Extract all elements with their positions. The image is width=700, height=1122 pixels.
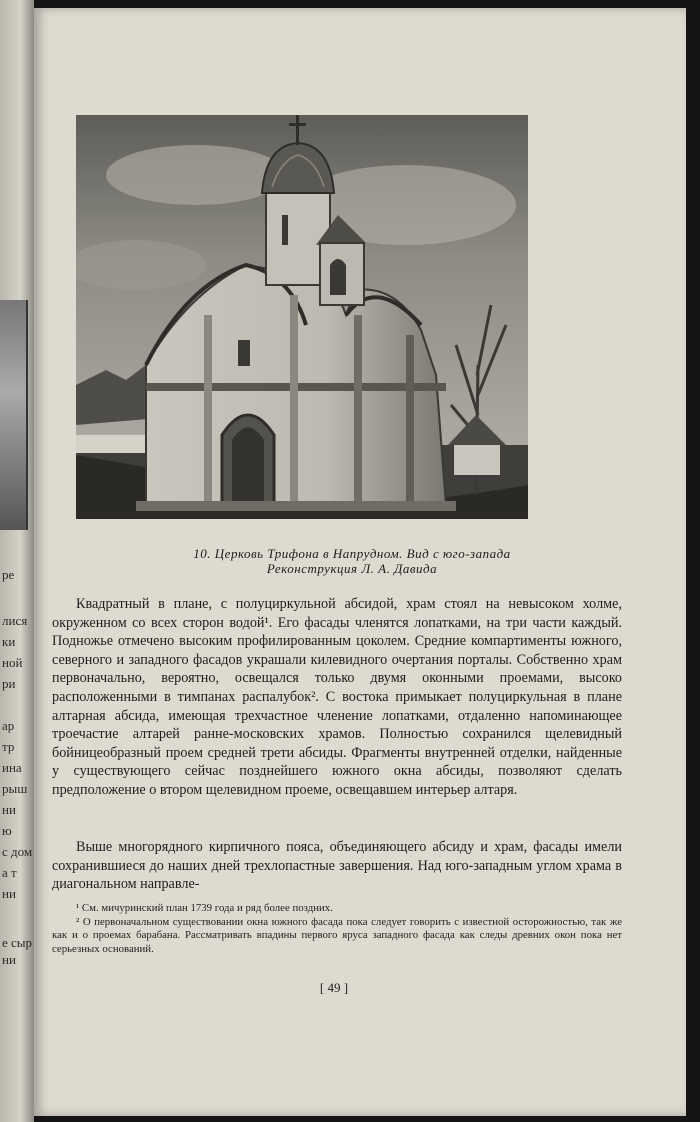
footnote-1: ¹ См. мичуринский план 1739 года и ряд более поздних. xyxy=(76,902,333,914)
left-page-text: ю xyxy=(2,823,12,838)
left-page-text: рыш xyxy=(2,781,28,796)
figure-caption-line2: Реконструкция Л. А. Давида xyxy=(266,561,438,576)
left-page-text: ина xyxy=(2,760,22,775)
figure-caption-line1: 10. Церковь Трифона в Напрудном. Вид с юго-запада xyxy=(193,546,511,561)
left-page-text: лися xyxy=(2,613,28,628)
left-page-text: ар xyxy=(2,718,15,733)
left-page-text: с дом xyxy=(2,844,32,859)
body-paragraph-2: Выше многорядного кирпичного пояса, объединяющего абсиду и храм, фасады имели сохранившиеся до наших дней трехлопастные завершения. Над юго-западным углом храма в диагональном направле- xyxy=(52,839,622,893)
left-page-text: ни xyxy=(2,952,16,967)
left-page-text: ни xyxy=(2,886,16,901)
left-page-text: тр xyxy=(2,739,15,754)
left-page-text: ни xyxy=(2,802,16,817)
left-facing-page xyxy=(0,0,34,1122)
page-number: [ 49 ] xyxy=(319,980,349,995)
book-page xyxy=(34,8,686,1116)
left-page-text: ки xyxy=(2,634,16,649)
footnotes xyxy=(52,902,622,956)
church-drawing xyxy=(76,115,528,519)
footnote-2: ² О первоначальном существовании окна южного фасада пока следует говорить с известной осторожностью, так же как и о проемах барабана. Рассматривать впадины первого яруса западного фасада как следы древних окон пока нет серьезных оснований. xyxy=(52,915,622,955)
left-page-image-fragment xyxy=(0,300,28,530)
left-page-text: ной xyxy=(2,655,23,670)
church-illustration xyxy=(76,115,528,519)
left-page-text: ри xyxy=(2,676,16,691)
left-page-text: е сыр xyxy=(2,935,32,950)
left-page-text: ре xyxy=(2,567,15,582)
body-paragraph-1: Квадратный в плане, с полуциркульной абсидой, храм стоял на невысоком холме, окруженном со всех сторон водой¹. Его фасады членятся лопатками, на три части каждый. Подножье отмечено высоким профилированным цоколем. Средние компартименты южного, северного и западного фасадов украшали килевидного очертания порталы. Собственно храм первоначально, вероятно, освещался только двумя оконными проемами, высоко расположенными в тимпанах распалубок². С востока примыкает полуциркульная в плане алтарная абсида, имеющая трехчастное членение лопатками, отдаленно напоминающее троечастие алтарей ранне-московских храмов. Полностью сохранился щелевидный бойницеобразный проем средней трети абсиды. Фрагменты внутренней отделки, найденные у существующего сейчас позднейшего южного окна абсиды, позволяют сделать предположение о втором щелевидном проеме, освещавшем интерьер алтаря. xyxy=(52,596,622,798)
left-page-text: а т xyxy=(2,865,17,880)
